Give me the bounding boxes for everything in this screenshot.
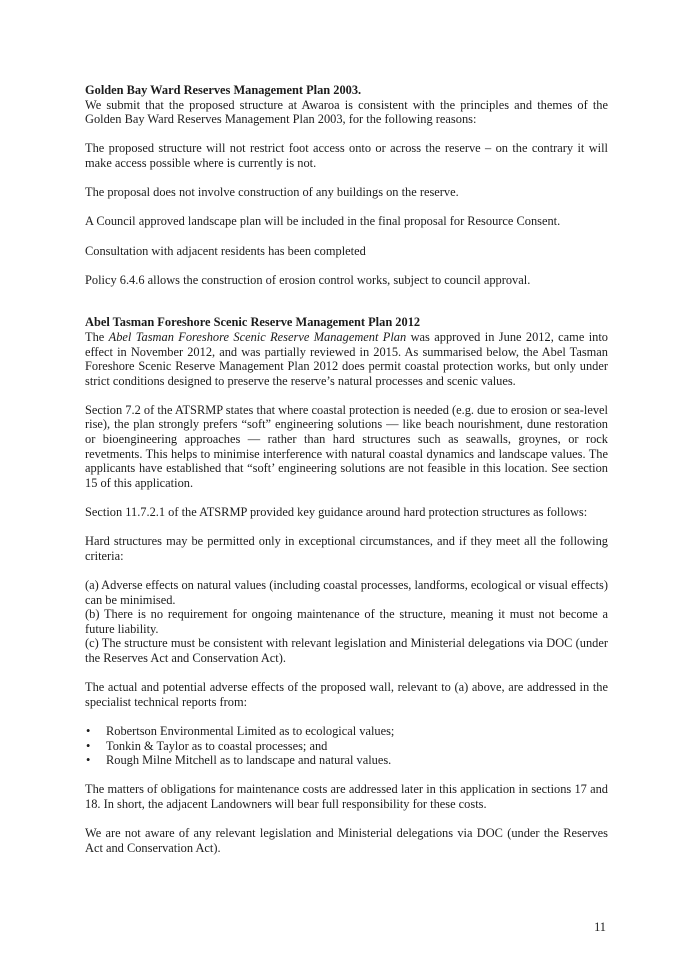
paragraph-section-11-7: Section 11.7.2.1 of the ATSRMP provided key guidance around hard protection structures as follows: [85,505,588,520]
bullet-icon: • [86,738,91,753]
intro-text-start: The [85,329,109,344]
section-heading-golden-bay: Golden Bay Ward Reserves Management Plan 2003. [85,83,362,97]
paragraph-legislation: We are not aware of any relevant legislation and Ministerial delegations via DOC (under the Reserves Act and Conservation Act). [85,826,608,855]
paragraph-hard-structures: Hard structures may be permitted only in exceptional circumstances, and if they meet all the following criteria: [85,534,608,563]
paragraph-reason-no-buildings: The proposal does not involve construction of any buildings on the reserve. [85,185,459,200]
paragraph-reason-landscape-plan: A Council approved landscape plan will be included in the final proposal for Resource Consent. [85,214,561,229]
bullet-icon: • [86,753,91,768]
plan-title-italic: Abel Tasman Foreshore Scenic Reserve Management Plan [108,329,407,344]
paragraph-reason-policy: Policy 6.4.6 allows the construction of erosion control works, subject to council approval. [85,272,531,287]
list-item-text: Tonkin & Taylor as to coastal processes; and [106,738,328,753]
paragraph-reason-consultation: Consultation with adjacent residents has been completed [85,243,366,258]
page-number: 11 [594,920,606,934]
paragraph-effects: The actual and potential adverse effects of the proposed wall, relevant to (a) above, are addressed in the specialist technical reports from: [85,680,608,709]
list-item-text: Robertson Environmental Limited as to ecological values; [106,723,395,738]
intro-text-rest: was approved in June 2012, came into effect in November 2012, and was partially reviewed in 2015. As summarised below, the Abel Tasman Foreshore Scenic Reserve Management Plan 2012 does permit coastal protection works, but only under strict conditions designed to preserve the reserve’s natural processes and scenic values. [85,329,608,388]
paragraph-maintenance: The matters of obligations for maintenance costs are addressed later in this application in sections 17 and 18. In short, the adjacent Landowners will bear full responsibility for these costs. [85,782,608,811]
criterion-b: (b) There is no requirement for ongoing maintenance of the structure, meaning it must not become a future liability. [85,607,608,636]
section-heading-abel-tasman: Abel Tasman Foreshore Scenic Reserve Management Plan 2012 [85,315,421,330]
bullet-icon: • [86,723,91,738]
list-item [85,739,608,754]
criteria-list [85,578,608,666]
paragraph-section-7-2: Section 7.2 of the ATSRMP states that where coastal protection is needed (e.g. due to erosion or sea-level rise), the plan strongly prefers “soft” engineering solutions — like beach nourishment, dune restoration or bioengineering approaches — rather than hard structures such as seawalls, groynes, or rock revetments. This helps to minimise interference with natural coastal dynamics and landscape values. The applicants have established that “soft’ engineering solutions are not feasible in this location. See section 15 of this application. [85,402,608,490]
paragraph-reason-foot-access: The proposed structure will not restrict foot access onto or across the reserve – on the contrary it will make access possible where is currently is not. [85,141,608,170]
reports-list [85,724,608,768]
criterion-c: (c) The structure must be consistent with relevant legislation and Ministerial delegations via DOC (under the Reserves Act and Conservation Act). [85,636,608,665]
paragraph-intro-golden-bay: We submit that the proposed structure at Awaroa is consistent with the principles and themes of the Golden Bay Ward Reserves Management Plan 2003, for the following reasons: [85,97,608,127]
section-golden-bay [85,83,608,287]
criterion-a: (a) Adverse effects on natural values (including coastal processes, landforms, ecological or visual effects) can be minimised. [85,578,608,607]
list-item-text: Rough Milne Mitchell as to landscape and natural values. [106,753,392,768]
paragraph-intro-abel-tasman [85,330,608,388]
section-abel-tasman [85,315,608,855]
page-content [85,83,608,870]
list-item [85,724,608,739]
list-item [85,753,608,768]
